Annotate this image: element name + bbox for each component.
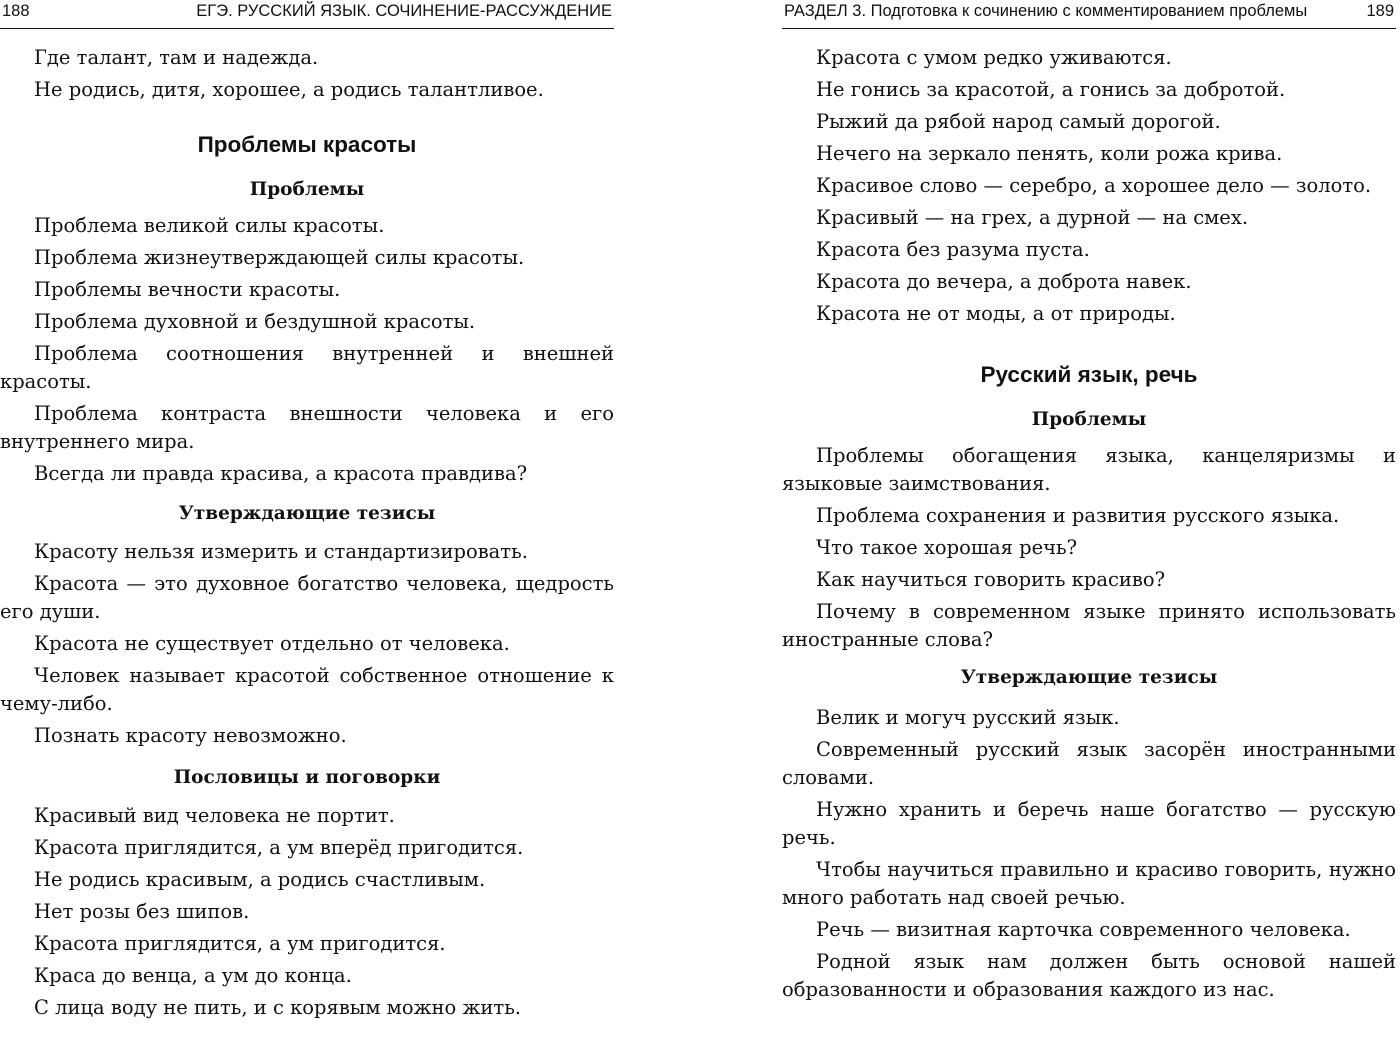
paragraph: Проблема великой силы красоты. <box>34 214 385 237</box>
running-title: РАЗДЕЛ 3. Подготовка к сочинению с комментированием проблемы <box>784 2 1308 20</box>
left-page <box>0 0 614 1040</box>
paragraph: Красота — это духовное богатство человека, щедрость его души. <box>0 572 614 623</box>
paragraph: Проблема духовной и бездушной красоты. <box>34 310 476 333</box>
paragraph: Проблемы вечности красоты. <box>34 278 341 301</box>
paragraph: Нечего на зеркало пенять, коли рожа крива. <box>816 142 1283 165</box>
running-header <box>782 0 1396 29</box>
section-title: Русский язык, речь <box>980 362 1198 387</box>
paragraph: Родной язык нам должен быть основой нашей образованности и образования каждого из нас. <box>782 950 1396 1001</box>
paragraph: Проблема соотношения внутренней и внешней красоты. <box>0 342 614 393</box>
page-body <box>0 44 614 1026</box>
paragraph: Человек называет красотой собственное отношение к чему-либо. <box>0 664 614 715</box>
paragraph: Красота не существует отдельно от человека. <box>34 632 510 655</box>
paragraph: Где талант, там и надежда. <box>34 46 319 69</box>
paragraph: Не родись красивым, а родись счастливым. <box>34 868 486 891</box>
paragraph: Почему в современном языке принято использовать иностранные слова? <box>782 600 1396 651</box>
paragraph: Современный русский язык засорён иностранными словами. <box>782 738 1396 789</box>
paragraph: Проблема жизнеутверждающей силы красоты. <box>34 246 525 269</box>
running-header <box>0 0 614 29</box>
subsection-heading: Пословицы и поговорки <box>173 767 441 788</box>
paragraph: Краса до венца, а ум до конца. <box>34 964 352 987</box>
paragraph: Всегда ли правда красива, а красота правдива? <box>34 462 528 485</box>
paragraph: Нужно хранить и беречь наше богатство — русскую речь. <box>782 798 1396 849</box>
paragraph: Красота приглядится, а ум пригодится. <box>34 932 446 955</box>
running-title: ЕГЭ. РУССКИЙ ЯЗЫК. СОЧИНЕНИЕ-РАССУЖДЕНИЕ <box>196 2 612 20</box>
paragraph: Речь — визитная карточка современного человека. <box>816 918 1351 941</box>
paragraph: Нет розы без шипов. <box>34 900 250 923</box>
subsection-heading: Проблемы <box>1031 409 1147 430</box>
paragraph: Красота не от моды, а от природы. <box>816 302 1176 325</box>
paragraph: Красивый вид человека не портит. <box>34 804 395 827</box>
paragraph: Красоту нельзя измерить и стандартизировать. <box>34 540 528 563</box>
page-number: 189 <box>1366 2 1394 20</box>
paragraph: Красота с умом редко уживаются. <box>816 46 1172 69</box>
paragraph: Красота без разума пуста. <box>816 238 1090 261</box>
subsection-heading: Проблемы <box>249 179 365 200</box>
paragraph: Познать красоту невозможно. <box>34 724 347 747</box>
paragraph: Проблема сохранения и развития русского языка. <box>816 504 1340 527</box>
paragraph: Красота до вечера, а доброта навек. <box>816 270 1192 293</box>
page-number: 188 <box>2 2 30 20</box>
paragraph: Велик и могуч русский язык. <box>816 706 1120 729</box>
paragraph: Красивое слово — серебро, а хорошее дело — золото. <box>816 174 1372 197</box>
paragraph: С лица воду не пить, и с корявым можно жить. <box>34 996 522 1019</box>
paragraph: Чтобы научиться правильно и красиво говорить, нужно много работать над своей речью. <box>782 858 1396 909</box>
right-page <box>782 0 1396 1040</box>
paragraph: Как научиться говорить красиво? <box>816 568 1166 591</box>
paragraph: Рыжий да рябой народ самый дорогой. <box>816 110 1221 133</box>
paragraph: Проблемы обогащения языка, канцеляризмы и языковые заимствования. <box>782 444 1396 495</box>
paragraph: Не родись, дитя, хорошее, а родись талантливое. <box>34 78 544 101</box>
paragraph: Не гонись за красотой, а гонись за добротой. <box>816 78 1286 101</box>
subsection-heading: Утверждающие тезисы <box>960 667 1218 688</box>
page-body <box>782 44 1396 1008</box>
paragraph: Проблема контраста внешности человека и его внутреннего мира. <box>0 402 614 453</box>
paragraph: Красота приглядится, а ум вперёд пригодится. <box>34 836 524 859</box>
section-title: Проблемы красоты <box>197 132 417 157</box>
subsection-heading: Утверждающие тезисы <box>178 503 436 524</box>
paragraph: Что такое хорошая речь? <box>816 536 1078 559</box>
paragraph: Красивый — на грех, а дурной — на смех. <box>816 206 1249 229</box>
